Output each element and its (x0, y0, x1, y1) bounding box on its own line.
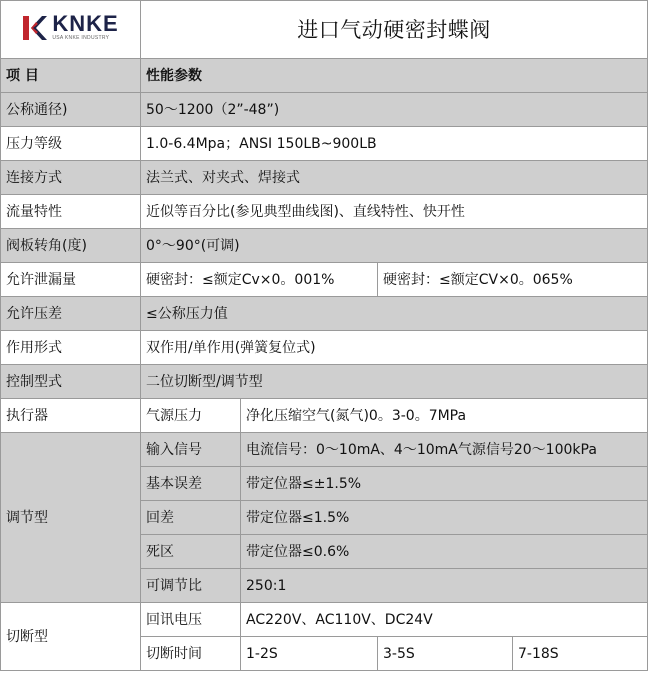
row-value-a: 硬密封：≤额定Cv×0。001% (141, 263, 378, 297)
row-value: 双作用/单作用(弹簧复位式) (141, 331, 648, 365)
table-row (1, 161, 648, 195)
row-label: 允许泄漏量 (1, 263, 141, 297)
table-row (1, 263, 648, 297)
row-value-b: 硬密封：≤额定CV×0。065% (378, 263, 648, 297)
knke-logo-icon (22, 14, 48, 42)
row-sub-label: 死区 (141, 535, 241, 569)
table-row (1, 331, 648, 365)
row-label: 公称通径) (1, 93, 141, 127)
table-row (1, 399, 648, 433)
table-row (1, 433, 648, 467)
time-value: 3-5S (378, 637, 513, 671)
row-sub-label: 可调节比 (141, 569, 241, 603)
row-value: 50～1200（2”-48”) (141, 93, 648, 127)
table-row (1, 297, 648, 331)
time-value: 1-2S (241, 637, 378, 671)
row-label: 允许压差 (1, 297, 141, 331)
row-label: 执行器 (1, 399, 141, 433)
table-row (1, 603, 648, 637)
brand-logo (22, 13, 118, 42)
row-value: AC220V、AC110V、DC24V (241, 603, 648, 637)
row-sub-label: 输入信号 (141, 433, 241, 467)
row-value: 电流信号：0～10mA、4～10mA气源信号20～100kPa (241, 433, 648, 467)
group-label-modulating: 调节型 (1, 433, 141, 603)
row-value: 带定位器≤0.6% (241, 535, 648, 569)
row-value: ≤公称压力值 (141, 297, 648, 331)
table-row (1, 127, 648, 161)
row-sub-label: 回差 (141, 501, 241, 535)
group-label-on-off: 切断型 (1, 603, 141, 671)
row-value: 250:1 (241, 569, 648, 603)
brand-name: KNKE (52, 11, 119, 37)
row-label: 控制型式 (1, 365, 141, 399)
brand-tagline: USA KNKE INDUSTRY (52, 35, 110, 42)
page-title: 进口气动硬密封蝶阀 (141, 1, 648, 59)
row-label: 压力等级 (1, 127, 141, 161)
column-header-row (1, 59, 648, 93)
row-value: 近似等百分比(参见典型曲线图)、直线特性、快开性 (141, 195, 648, 229)
row-sub-label: 基本误差 (141, 467, 241, 501)
table-row (1, 195, 648, 229)
header-row (1, 1, 648, 59)
table-row (1, 93, 648, 127)
row-value: 0°～90°(可调) (141, 229, 648, 263)
logo-cell (1, 1, 141, 59)
row-value: 净化压缩空气(氮气)0。3-0。7MPa (241, 399, 648, 433)
table-row (1, 365, 648, 399)
row-sub-label: 回讯电压 (141, 603, 241, 637)
row-value: 带定位器≤±1.5% (241, 467, 648, 501)
row-sub-label: 切断时间 (141, 637, 241, 671)
column-header-performance: 性能参数 (141, 59, 648, 93)
time-value: 7-18S (513, 637, 648, 671)
row-value: 法兰式、对夹式、焊接式 (141, 161, 648, 195)
table-row (1, 229, 648, 263)
column-header-item: 项 目 (1, 59, 141, 93)
row-value: 二位切断型/调节型 (141, 365, 648, 399)
row-label: 作用形式 (1, 331, 141, 365)
row-sub-label: 气源压力 (141, 399, 241, 433)
row-value: 1.0-6.4Mpa；ANSI 150LB~900LB (141, 127, 648, 161)
row-label: 连接方式 (1, 161, 141, 195)
row-value: 带定位器≤1.5% (241, 501, 648, 535)
row-label: 阀板转角(度) (1, 229, 141, 263)
row-label: 流量特性 (1, 195, 141, 229)
